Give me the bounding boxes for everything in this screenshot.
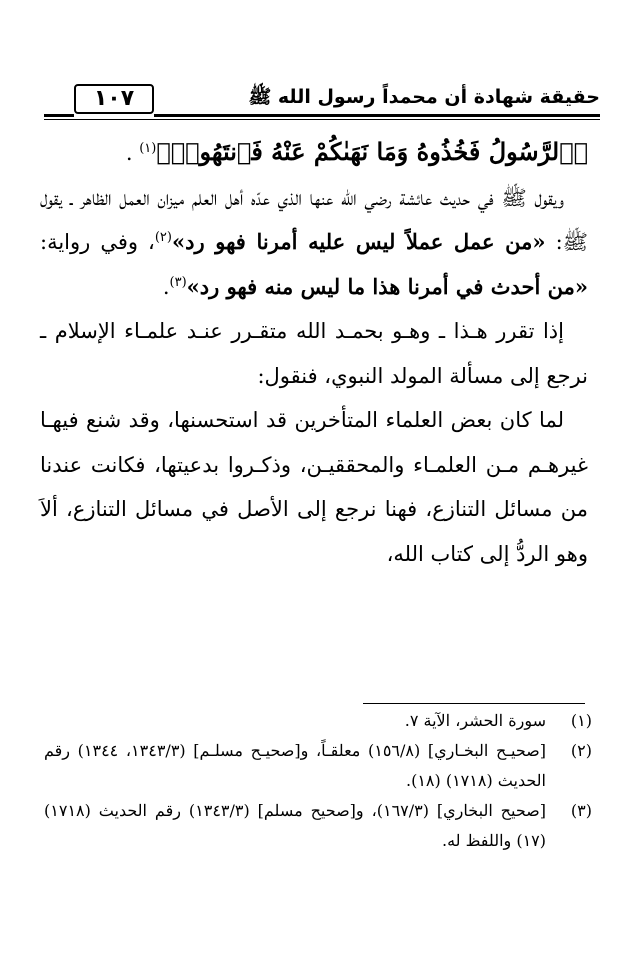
hadith-connector: ، وفي رواية:	[40, 230, 155, 254]
footnote-text: [صحيح البخاري] (١٦٧/٣)، و[صحيح مسلم] (١٣٤٣/٣) رقم الحديث (١٧١٨) (١٧) واللفظ له.	[44, 801, 546, 850]
footnote-text: سورة الحشر، الآية ٧.	[404, 711, 546, 730]
footnote-item	[44, 796, 592, 856]
footnote-ref-1: (١)	[139, 141, 157, 156]
header-rule-thick	[154, 114, 600, 117]
paragraph-mawlid: إذا تقرر هـذا ـ وهـو بحمـد الله متقـرر عنـد علمـاء الإسلام ـ نرجع إلى مسألة المولد النبوي، فنقول:	[40, 319, 588, 388]
header-rule-thin	[44, 119, 600, 120]
hadith-quote-2: «من أحدث في أمرنا هذا ما ليس منه فهو رد»	[186, 273, 588, 299]
page-header	[44, 78, 600, 118]
running-title: حقيقة شهادة أن محمداً رسول الله ﷺ	[248, 86, 600, 108]
footnotes	[44, 706, 592, 856]
footnote-separator	[363, 703, 585, 704]
page-number: ١٠٧	[74, 84, 154, 114]
footnote-item	[44, 706, 592, 736]
footnote-item	[44, 736, 592, 796]
main-text	[40, 130, 588, 576]
hadith-end: .	[162, 274, 170, 299]
footnote-text: [صحيـح البخـاري] (١٥٦/٨) معلقـاً، و[صحيـح مسلـم] (١٣٤٣/٣، ١٣٤٤) رقم الحديث (١٧١٨) (١٨).	[44, 741, 546, 790]
footnote-ref-2: (٢)	[154, 230, 172, 245]
footnote-number: (٢)	[570, 741, 592, 760]
footnote-number: (٣)	[570, 801, 592, 820]
paragraph-hadith	[40, 176, 588, 310]
footnote-ref-3: (٣)	[169, 274, 187, 290]
header-rule-stub	[44, 114, 74, 117]
quran-verse: ﴿ٱلرَّسُولُ فَخُذُوهُ وَمَا نَهَىٰكُمْ عَنْهُ فَٱنتَهُوا۟﴾	[156, 137, 588, 166]
paragraph-dispute: لما كان بعض العلماء المتأخرين قد استحسنها، وقد شنع فيهـا غيرهـم مـن العلمـاء والمحققيـن، وذكـروا بدعيتها، فكانت عندنا من مسائل التنازع، فهنا نرجع إلى الأصل في مسائل التنازع، ألاَ وهو الردُّ إلى كتاب الله،	[40, 408, 588, 566]
footnote-number: (١)	[570, 711, 592, 730]
hadith-quote-1: «من عمل عملاً ليس عليه أمرنا فهو رد»	[171, 229, 546, 254]
hadith-intro: ويقول ﷺ في حديث عائشة رضي الله عنها الذي عدّه أهل العلم ميزان العمل الظاهر ـ يقول ﷺ:	[40, 185, 589, 254]
verse-line: ﴿ٱلرَّسُولُ فَخُذُوهُ وَمَا نَهَىٰكُمْ عَنْهُ فَٱنتَهُوا۟﴾$^{(١)}$ .	[125, 137, 588, 166]
